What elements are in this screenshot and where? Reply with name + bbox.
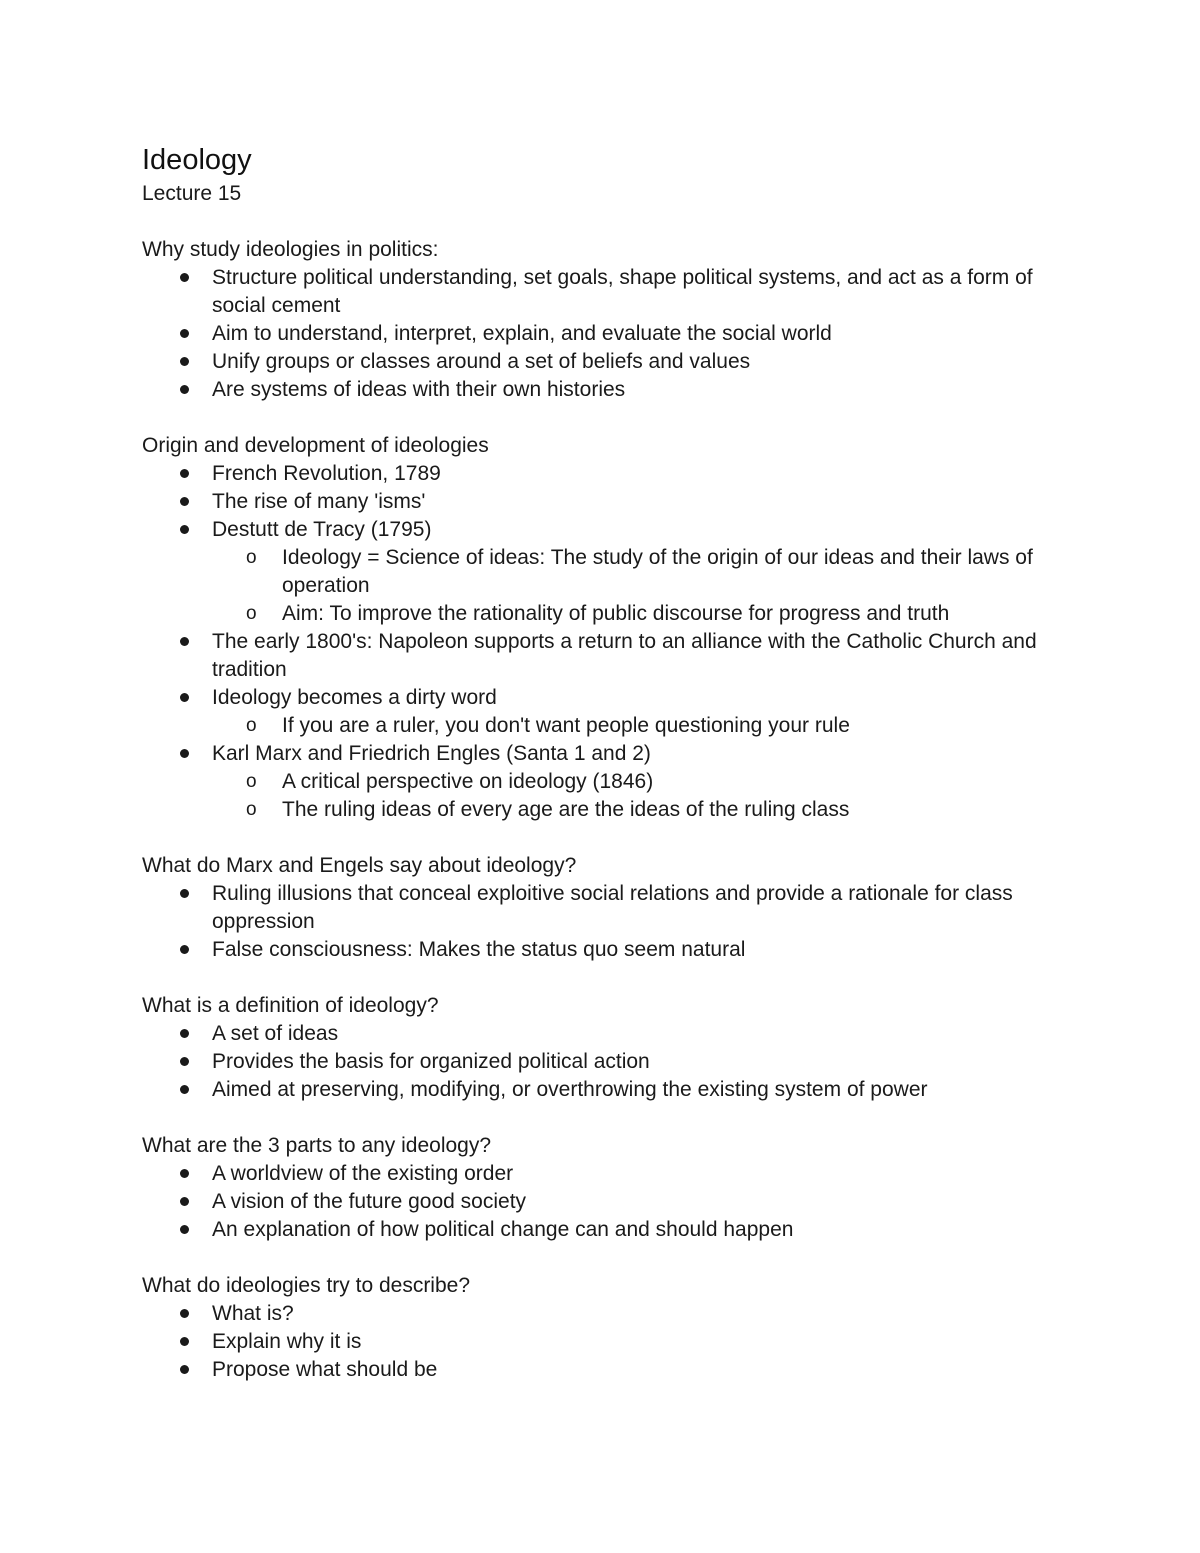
- sub-list-item: [212, 796, 1072, 824]
- notes-section: [142, 852, 1072, 964]
- sub-bullet-list: [212, 544, 1072, 628]
- bullet-dot-icon: [180, 385, 189, 394]
- list-item-text: Aim to understand, interpret, explain, and evaluate the social world: [212, 322, 832, 345]
- notes-body: [142, 236, 1072, 1384]
- bullet-dot-icon: [180, 1029, 189, 1038]
- list-item-text: Ruling illusions that conceal exploitive social relations and provide a rationale for class oppression: [212, 882, 1013, 933]
- list-item-text: The early 1800's: Napoleon supports a return to an alliance with the Catholic Church and tradition: [212, 630, 1037, 681]
- list-item-text: An explanation of how political change can and should happen: [212, 1218, 794, 1241]
- bullet-dot-icon: [180, 1085, 189, 1094]
- sub-bullet-icon: o: [246, 799, 257, 820]
- list-item: [142, 880, 1072, 936]
- list-item: [142, 1048, 1072, 1076]
- list-item-text: What is?: [212, 1302, 294, 1325]
- bullet-list: [142, 1160, 1072, 1244]
- bullet-dot-icon: [180, 1365, 189, 1374]
- bullet-list: [142, 264, 1072, 404]
- sub-bullet-icon: o: [246, 603, 257, 624]
- bullet-dot-icon: [180, 329, 189, 338]
- sub-list-item: [212, 600, 1072, 628]
- bullet-dot-icon: [180, 1337, 189, 1346]
- list-item-text: The rise of many 'isms': [212, 490, 426, 513]
- list-item-text: Destutt de Tracy (1795): [212, 518, 432, 541]
- list-item: [142, 320, 1072, 348]
- list-item: [142, 1300, 1072, 1328]
- sub-list-item-text: A critical perspective on ideology (1846): [282, 770, 654, 793]
- sub-list-item-text: The ruling ideas of every age are the ideas of the ruling class: [282, 798, 850, 821]
- bullet-list: [142, 460, 1072, 824]
- sub-bullet-list: [212, 768, 1072, 824]
- list-item: [142, 1216, 1072, 1244]
- bullet-dot-icon: [180, 1309, 189, 1318]
- sub-bullet-icon: o: [246, 771, 257, 792]
- section-heading: What do Marx and Engels say about ideology?: [142, 854, 577, 877]
- list-item-text: Unify groups or classes around a set of beliefs and values: [212, 350, 751, 373]
- bullet-dot-icon: [180, 693, 189, 702]
- list-item-text: Karl Marx and Friedrich Engles (Santa 1 and 2): [212, 742, 651, 765]
- bullet-list: [142, 1300, 1072, 1384]
- sub-list-item-text: Ideology = Science of ideas: The study of the origin of our ideas and their laws of operation: [282, 546, 1033, 597]
- sub-list-item: [212, 712, 1072, 740]
- list-item-text: False consciousness: Makes the status quo seem natural: [212, 938, 746, 961]
- notes-section: [142, 432, 1072, 824]
- list-item: [142, 1356, 1072, 1384]
- notes-section: [142, 992, 1072, 1104]
- list-item-text: A set of ideas: [212, 1022, 339, 1045]
- list-item-text: Structure political understanding, set goals, shape political systems, and act as a form of social cement: [212, 266, 1033, 317]
- bullet-list: [142, 880, 1072, 964]
- section-heading: What is a definition of ideology?: [142, 994, 439, 1017]
- page-subtitle: Lecture 15: [142, 182, 242, 205]
- section-heading: What do ideologies try to describe?: [142, 1274, 471, 1297]
- bullet-dot-icon: [180, 1057, 189, 1066]
- document-page: [142, 140, 1072, 1412]
- list-item: [142, 740, 1072, 824]
- section-heading: Origin and development of ideologies: [142, 434, 489, 457]
- sub-list-item-text: Aim: To improve the rationality of public discourse for progress and truth: [282, 602, 950, 625]
- list-item-text: Provides the basis for organized political action: [212, 1050, 650, 1073]
- list-item: [142, 460, 1072, 488]
- sub-list-item: [212, 768, 1072, 796]
- list-item: [142, 1076, 1072, 1104]
- page-title: Ideology: [142, 144, 252, 176]
- list-item: [142, 684, 1072, 740]
- list-item-text: A vision of the future good society: [212, 1190, 527, 1213]
- notes-section: [142, 236, 1072, 404]
- list-item: [142, 488, 1072, 516]
- list-item: [142, 348, 1072, 376]
- list-item: [142, 376, 1072, 404]
- sub-list-item: [212, 544, 1072, 600]
- bullet-dot-icon: [180, 497, 189, 506]
- list-item-text: Ideology becomes a dirty word: [212, 686, 497, 709]
- bullet-dot-icon: [180, 749, 189, 758]
- list-item: [142, 628, 1072, 684]
- list-item: [142, 1160, 1072, 1188]
- list-item-text: Aimed at preserving, modifying, or overthrowing the existing system of power: [212, 1078, 928, 1101]
- bullet-dot-icon: [180, 1169, 189, 1178]
- sub-bullet-icon: o: [246, 547, 257, 568]
- list-item-text: Propose what should be: [212, 1358, 438, 1381]
- sub-bullet-icon: o: [246, 715, 257, 736]
- bullet-dot-icon: [180, 637, 189, 646]
- bullet-dot-icon: [180, 273, 189, 282]
- section-heading: Why study ideologies in politics:: [142, 238, 439, 261]
- bullet-dot-icon: [180, 357, 189, 366]
- section-heading: What are the 3 parts to any ideology?: [142, 1134, 492, 1157]
- list-item: [142, 516, 1072, 628]
- sub-bullet-list: [212, 712, 1072, 740]
- bullet-dot-icon: [180, 889, 189, 898]
- list-item: [142, 1188, 1072, 1216]
- bullet-dot-icon: [180, 525, 189, 534]
- bullet-dot-icon: [180, 1197, 189, 1206]
- sub-list-item-text: If you are a ruler, you don't want people questioning your rule: [282, 714, 850, 737]
- list-item: [142, 1020, 1072, 1048]
- bullet-dot-icon: [180, 1225, 189, 1234]
- notes-section: [142, 1132, 1072, 1244]
- list-item: [142, 936, 1072, 964]
- bullet-dot-icon: [180, 945, 189, 954]
- list-item: [142, 1328, 1072, 1356]
- bullet-dot-icon: [180, 469, 189, 478]
- list-item-text: Explain why it is: [212, 1330, 362, 1353]
- list-item-text: Are systems of ideas with their own histories: [212, 378, 626, 401]
- bullet-list: [142, 1020, 1072, 1104]
- notes-section: [142, 1272, 1072, 1384]
- list-item-text: A worldview of the existing order: [212, 1162, 514, 1185]
- list-item: [142, 264, 1072, 320]
- list-item-text: French Revolution, 1789: [212, 462, 441, 485]
